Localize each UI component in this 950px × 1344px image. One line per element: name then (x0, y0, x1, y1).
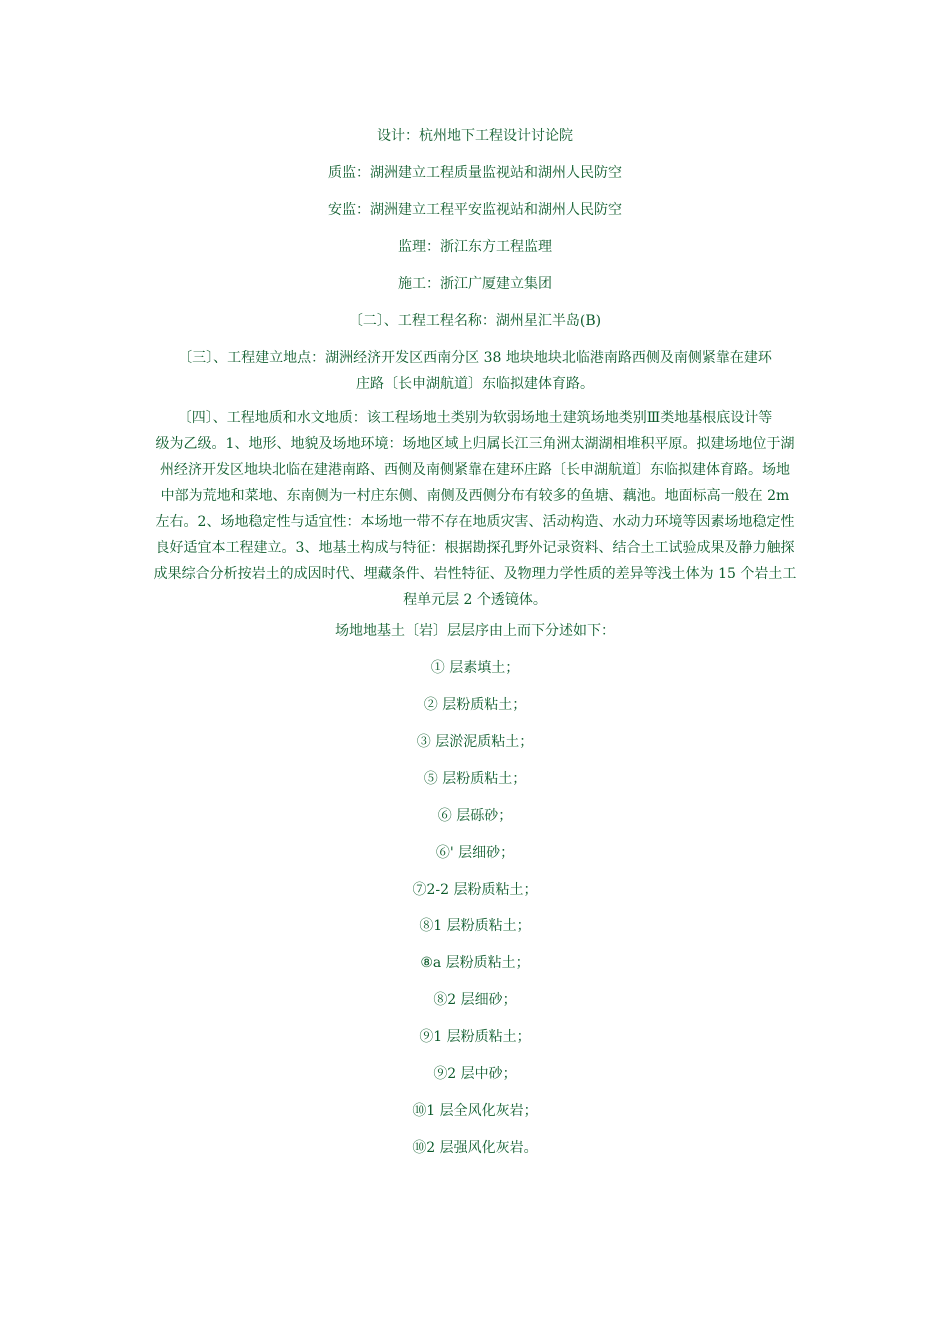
layers-intro: 场地地基土〔岩〕层层序由上而下分述如下： (335, 623, 615, 639)
layer-item: ⑨1 层粉质粘土； (419, 1029, 531, 1045)
layer-item: ⑩2 层强风化灰岩。 (412, 1140, 538, 1156)
layer-item: ⑧1 层粉质粘土； (419, 918, 531, 934)
layer-item: ⑥' 层细砂； (435, 845, 515, 861)
layer-item: ⑥ 层砾砂； (437, 808, 513, 824)
layer-item: ① 层素填土； (430, 660, 520, 676)
layer-item: ⑤ 层粉质粘土； (423, 771, 527, 787)
supervisor-line: 监理：浙江东方工程监理 (398, 239, 552, 255)
project-name-line: 〔二〕、工程工程名称：湖州星汇半岛(B) (348, 313, 602, 329)
design-line: 设计：杭州地下工程设计讨论院 (377, 128, 573, 144)
layer-item: ③ 层淤泥质粘土； (416, 734, 534, 750)
layer-item: ⑧2 层细砂； (433, 992, 517, 1008)
geology-paragraph (140, 405, 810, 613)
geology-paragraph-line: 良好适宜本工程建立。3、地基土构成与特征：根据勘探孔野外记录资料、结合土工试验成果及静力触探 (155, 540, 795, 556)
layer-item: ⑩1 层全风化灰岩； (412, 1103, 538, 1119)
quality-supervision-line: 质监：湖洲建立工程质量监视站和湖州人民防空 (328, 165, 622, 181)
geology-paragraph-line: 中部为荒地和菜地、东南侧为一村庄东侧、南侧及西侧分布有较多的鱼塘、藕池。地面标高一般在 2m (160, 488, 790, 504)
geology-paragraph-line: 州经济开发区地块北临在建港南路、西侧及南侧紧靠在建环庄路〔长申湖航道〕东临拟建体育路。场地 (160, 462, 790, 478)
geology-paragraph-line: 〔四〕、工程地质和水文地质：该工程场地土类别为软弱场地土建筑场地类别Ⅲ类地基根底设计等 (177, 410, 773, 426)
layer-item: ⑨2 层中砂； (433, 1066, 517, 1082)
location-paragraph (140, 345, 810, 397)
location-paragraph-line: 〔三〕、工程建立地点：湖洲经济开发区西南分区 38 地块地块北临港南路西侧及南侧紧靠在建环 (178, 350, 772, 366)
location-paragraph-line: 庄路〔长申湖航道〕东临拟建体育路。 (356, 376, 594, 392)
layer-item: ⑧a 层粉质粘土； (420, 955, 530, 971)
layer-item: ⑦2-2 层粉质粘土； (412, 882, 538, 898)
geology-paragraph-line: 左右。2、场地稳定性与适宜性：本场地一带不存在地质灾害、活动构造、水动力环境等因素场地稳定性 (155, 514, 795, 530)
geology-paragraph-line: 级为乙级。1、地形、地貌及场地环境：场地区域上归属长江三角洲太湖湖相堆积平原。拟建场地位于湖 (155, 436, 795, 452)
construction-line: 施工：浙江广厦建立集团 (398, 276, 552, 292)
safety-supervision-line: 安监：湖洲建立工程平安监视站和湖州人民防空 (328, 202, 622, 218)
geology-paragraph-line: 程单元层 2 个透镜体。 (403, 592, 547, 608)
layer-item: ② 层粉质粘土； (423, 697, 527, 713)
geology-paragraph-line: 成果综合分析按岩土的成因时代、埋藏条件、岩性特征、及物理力学性质的差异等浅土体为 15 个岩土工 (153, 566, 797, 582)
